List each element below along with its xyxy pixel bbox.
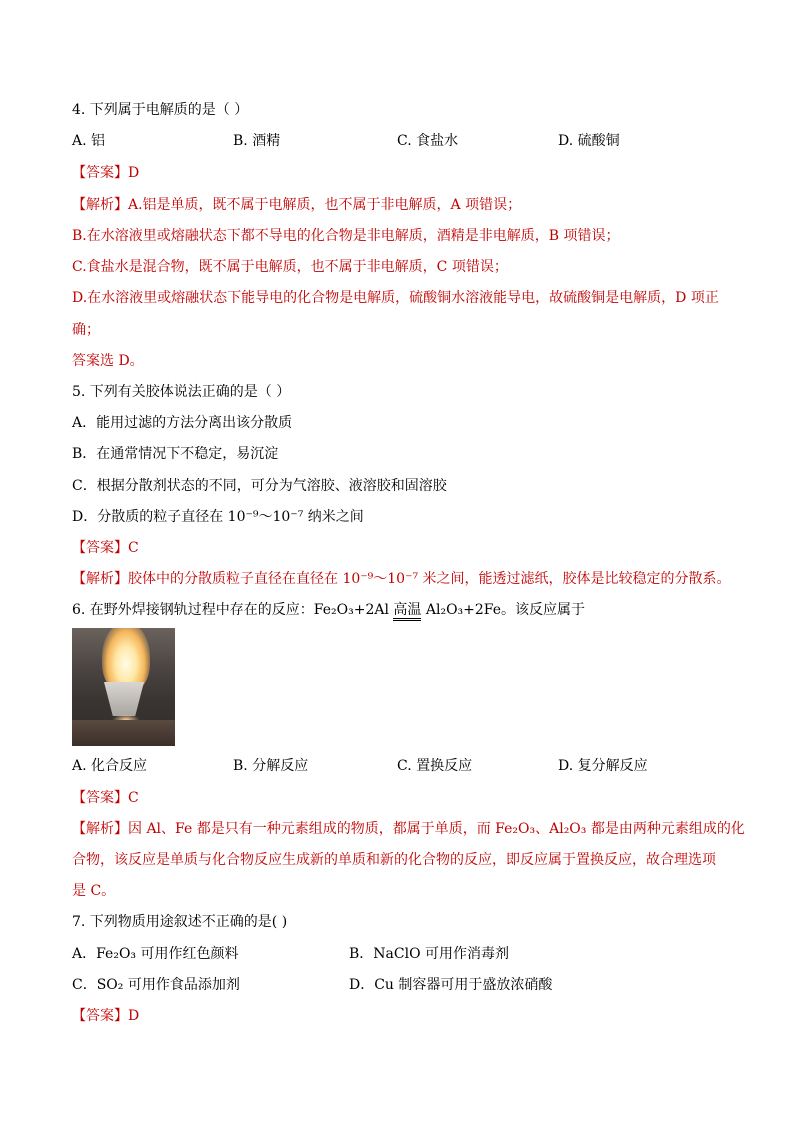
q4-option-d: D. 硫酸铜 <box>558 133 620 149</box>
q7-option-a: A．Fe₂O₃ 可用作红色颜料 <box>72 946 239 962</box>
q6-option-b: B. 分解反应 <box>233 758 309 774</box>
answer-tag: 【答案】 <box>72 540 128 556</box>
q6-option-a: A. 化合反应 <box>72 758 148 774</box>
reaction-condition: 高温 <box>393 602 421 621</box>
analysis-tag: 【解析】 <box>72 197 128 213</box>
q4-analysis-4: D.在水溶液里或熔融状态下能导电的化合物是电解质，硫酸铜水溶液能导电，故硫酸铜是电解质，D 项正 <box>72 290 719 306</box>
q7-option-d: D．Cu 制容器可用于盛放浓硝酸 <box>349 977 553 993</box>
q5-option-d: D．分散质的粒子直径在 10⁻⁹～10⁻⁷ 纳米之间 <box>72 509 364 525</box>
q4-analysis-3: C.食盐水是混合物，既不属于电解质，也不属于非电解质，C 项错误； <box>72 259 508 275</box>
q5-stem: 5. 下列有关胶体说法正确的是（ ） <box>72 384 291 400</box>
q6-answer <box>72 789 139 807</box>
q5-option-b: B．在通常情况下不稳定，易沉淀 <box>72 446 279 462</box>
rail-base <box>72 720 175 746</box>
q6-option-d: D. 复分解反应 <box>558 758 648 774</box>
q4-answer <box>72 164 139 182</box>
answer-tag: 【答案】 <box>72 165 128 181</box>
answer-tag: 【答案】 <box>72 790 128 806</box>
q7-option-b: B．NaClO 可用作消毒剂 <box>349 946 510 962</box>
q5-option-c: C．根据分散剂状态的不同，可分为气溶胶、液溶胶和固溶胶 <box>72 478 447 494</box>
q4-analysis-2: B.在水溶液里或熔融状态下都不导电的化合物是非电解质，酒精是非电解质，B 项错误； <box>72 228 620 244</box>
q5-analysis: 【解析】胶体中的分散质粒子直径在直径在 10⁻⁹～10⁻⁷ 米之间，能透过滤纸，胶体是比较稳定的分散系。 <box>72 571 731 587</box>
analysis-tag: 【解析】 <box>72 821 128 837</box>
q7-stem: 7. 下列物质用途叙述不正确的是( ) <box>72 914 288 930</box>
answer-value: D <box>128 165 140 181</box>
answer-value: C <box>128 790 139 806</box>
answer-value: C <box>128 540 139 556</box>
q6-analysis-2: 合物，该反应是单质与化合物反应生成新的单质和新的化合物的反应，即反应属于置换反应，故合理选项 <box>72 852 716 868</box>
q7-answer <box>72 1007 139 1025</box>
q6-analysis-1: 【解析】因 Al、Fe 都是只有一种元素组成的物质，都属于单质，而 Fe₂O₃、Al₂O₃ 都是由两种元素组成的化 <box>72 821 745 837</box>
q6-stem: 6. 在野外焊接钢轨过程中存在的反应：Fe₂O₃+2Al 高温 Al₂O₃+2Fe。该反应属于 <box>72 601 585 619</box>
q6-option-c: C. 置换反应 <box>397 758 473 774</box>
crucible-shape <box>104 682 144 716</box>
q7-option-c: C．SO₂ 可用作食品添加剂 <box>72 977 240 993</box>
q6-analysis-3: 是 C。 <box>72 883 116 899</box>
analysis-tag: 【解析】 <box>72 571 128 587</box>
q4-option-a: A. 铝 <box>72 133 106 149</box>
thermite-welding-photo <box>72 628 175 746</box>
q4-option-c: C. 食盐水 <box>397 133 459 149</box>
q5-answer <box>72 539 139 557</box>
q4-analysis-1: 【解析】A.铝是单质，既不属于电解质，也不属于非电解质，A 项错误； <box>72 197 522 213</box>
q4-option-b: B. 酒精 <box>233 133 281 149</box>
q4-conclusion: 答案选 D。 <box>72 353 144 369</box>
q4-analysis-5: 确； <box>72 322 100 338</box>
q4-stem: 4. 下列属于电解质的是（ ） <box>72 102 249 118</box>
answer-value: D <box>128 1008 140 1024</box>
answer-tag: 【答案】 <box>72 1008 128 1024</box>
q5-option-a: A．能用过滤的方法分离出该分散质 <box>72 415 293 431</box>
